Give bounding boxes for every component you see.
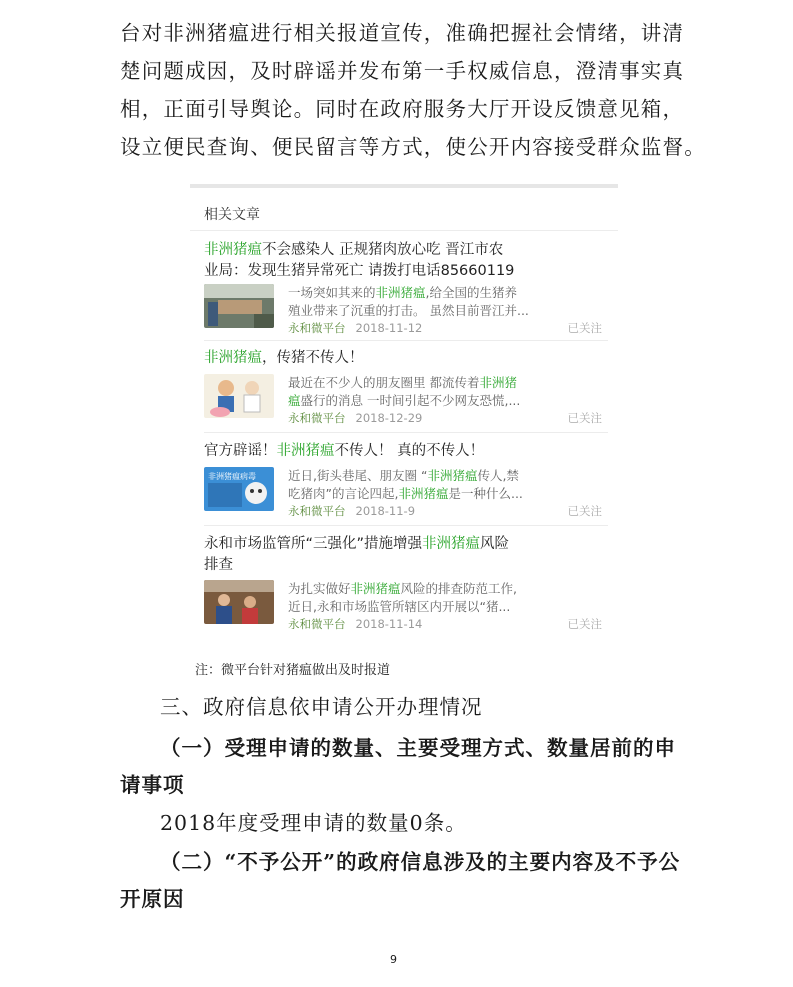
article-excerpt: [288, 284, 606, 320]
excerpt-highlight: 非洲猪瘟: [375, 285, 426, 300]
market-inspection-photo-icon: [204, 580, 274, 624]
body-text: 2018年度受理申请的数量0条。: [160, 811, 467, 835]
intro-paragraph: [120, 14, 706, 166]
article-source: 永和微平台: [288, 617, 346, 631]
paragraph-line: 相，正面引导舆论。同时在政府服务大厅开设反馈意见箱，: [120, 97, 685, 121]
title-text: 不会感染人 正规猪肉放心吃 晋江市农: [262, 242, 504, 258]
paragraph-line: 设立便民查询、便民留言等方式，使公开内容接受群众监督。: [120, 135, 706, 159]
article-thumbnail: [204, 284, 274, 328]
excerpt-highlight: 非洲猪瘟: [427, 468, 478, 483]
excerpt-text: 近日,永和市场监管所辖区内开展以“猪...: [288, 599, 511, 614]
article-excerpt: [288, 374, 606, 410]
subsection-heading-cont: 开原因: [120, 887, 185, 911]
excerpt-text: 最近在不少人的朋友圈里 都流传着: [288, 375, 480, 390]
article-date: 2018-11-9: [355, 504, 416, 518]
follow-status[interactable]: 已关注: [567, 504, 602, 518]
excerpt-text: 传人,禁: [477, 468, 519, 483]
title-highlight: 非洲猪瘟: [276, 443, 335, 459]
title-text: ，传猪不传人！: [262, 350, 364, 366]
article-meta: [288, 616, 422, 632]
article-title: [204, 348, 608, 369]
paragraph-line: 台对非洲猪瘟进行相关报道宣传，准确把握社会情绪，讲清: [120, 21, 685, 45]
article-source: 永和微平台: [288, 411, 346, 425]
thumbnail-label: 非洲猪瘟病毒: [208, 472, 256, 481]
excerpt-highlight: 瘟: [288, 393, 301, 408]
article-excerpt: [288, 580, 606, 616]
article-meta: [288, 503, 415, 519]
article-thumbnail: [204, 374, 274, 418]
pig-farm-photo-icon: [204, 284, 274, 328]
article-item[interactable]: [204, 348, 608, 432]
title-text: 排查: [204, 557, 233, 573]
article-date: 2018-12-29: [355, 411, 423, 425]
excerpt-text: 为扎实做好: [288, 581, 351, 596]
article-excerpt: [288, 467, 606, 503]
related-articles-header: 相关文章: [204, 207, 260, 223]
article-meta: [288, 320, 422, 336]
divider: [204, 432, 608, 433]
subsection-heading-cont: 请事项: [120, 773, 185, 797]
article-title: [204, 534, 608, 576]
article-title: [204, 240, 608, 282]
article-source: 永和微平台: [288, 504, 346, 518]
virus-cartoon-icon: [204, 467, 274, 511]
page-number: 9: [390, 953, 397, 966]
paragraph-line: 楚问题成因，及时辟谣并发布第一手权威信息，澄清事实真: [120, 59, 685, 83]
subsection-heading: （一）受理申请的数量、主要受理方式、数量居前的申: [160, 736, 676, 760]
follow-status[interactable]: 已关注: [567, 411, 602, 425]
title-text: 不传人！ 真的不传人！: [334, 443, 485, 459]
title-highlight: 非洲猪瘟: [422, 536, 481, 552]
article-meta: [288, 410, 422, 426]
title-highlight: 非洲猪瘟: [204, 242, 262, 258]
title-text: 永和市场监管所“三强化”措施增强: [204, 536, 423, 552]
excerpt-text: 近日,街头巷尾、朋友圈 “: [288, 468, 428, 483]
subsection-heading: （二）“不予公开”的政府信息涉及的主要内容及不予公: [160, 850, 681, 874]
article-date: 2018-11-12: [355, 321, 423, 335]
excerpt-text: 殖业带来了沉重的打击。 虽然目前晋江并...: [288, 303, 529, 318]
excerpt-highlight: 非洲猪瘟: [398, 486, 449, 501]
excerpt-text: 吃猪肉”的言论四起,: [288, 486, 399, 501]
title-text: 官方辟谣！: [204, 443, 277, 459]
divider: [204, 525, 608, 526]
divider: [190, 230, 618, 231]
article-item[interactable]: [204, 441, 608, 525]
title-text: 风险: [480, 536, 510, 552]
excerpt-text: 是一种什么...: [448, 486, 523, 501]
excerpt-text: 盛行的消息 一时间引起不少网友恐慌,...: [300, 393, 521, 408]
section-heading: 三、政府信息依申请公开办理情况: [160, 695, 483, 719]
excerpt-highlight: 非洲猪: [479, 375, 517, 390]
article-date: 2018-11-14: [355, 617, 423, 631]
related-articles-screenshot: [190, 184, 618, 636]
article-thumbnail: [204, 467, 274, 511]
article-title: [204, 441, 608, 462]
divider: [204, 340, 608, 341]
follow-status[interactable]: 已关注: [567, 617, 602, 631]
follow-status[interactable]: 已关注: [567, 321, 602, 335]
excerpt-text: ,给全国的生猪养: [425, 285, 518, 300]
title-highlight: 非洲猪瘟: [204, 350, 262, 366]
excerpt-text: 一场突如其来的: [288, 285, 376, 300]
article-item[interactable]: [204, 240, 608, 338]
title-text: 业局：发现生猪异常死亡 请拨打电话85660119: [204, 263, 515, 279]
excerpt-highlight: 非洲猪瘟: [350, 581, 401, 596]
cartoon-pig-doctor-icon: [204, 374, 274, 418]
article-thumbnail: [204, 580, 274, 624]
excerpt-text: 风险的排查防范工作,: [400, 581, 518, 596]
article-item[interactable]: [204, 534, 608, 630]
figure-caption: 注：微平台针对猪瘟做出及时报道: [195, 663, 391, 678]
article-source: 永和微平台: [288, 321, 346, 335]
